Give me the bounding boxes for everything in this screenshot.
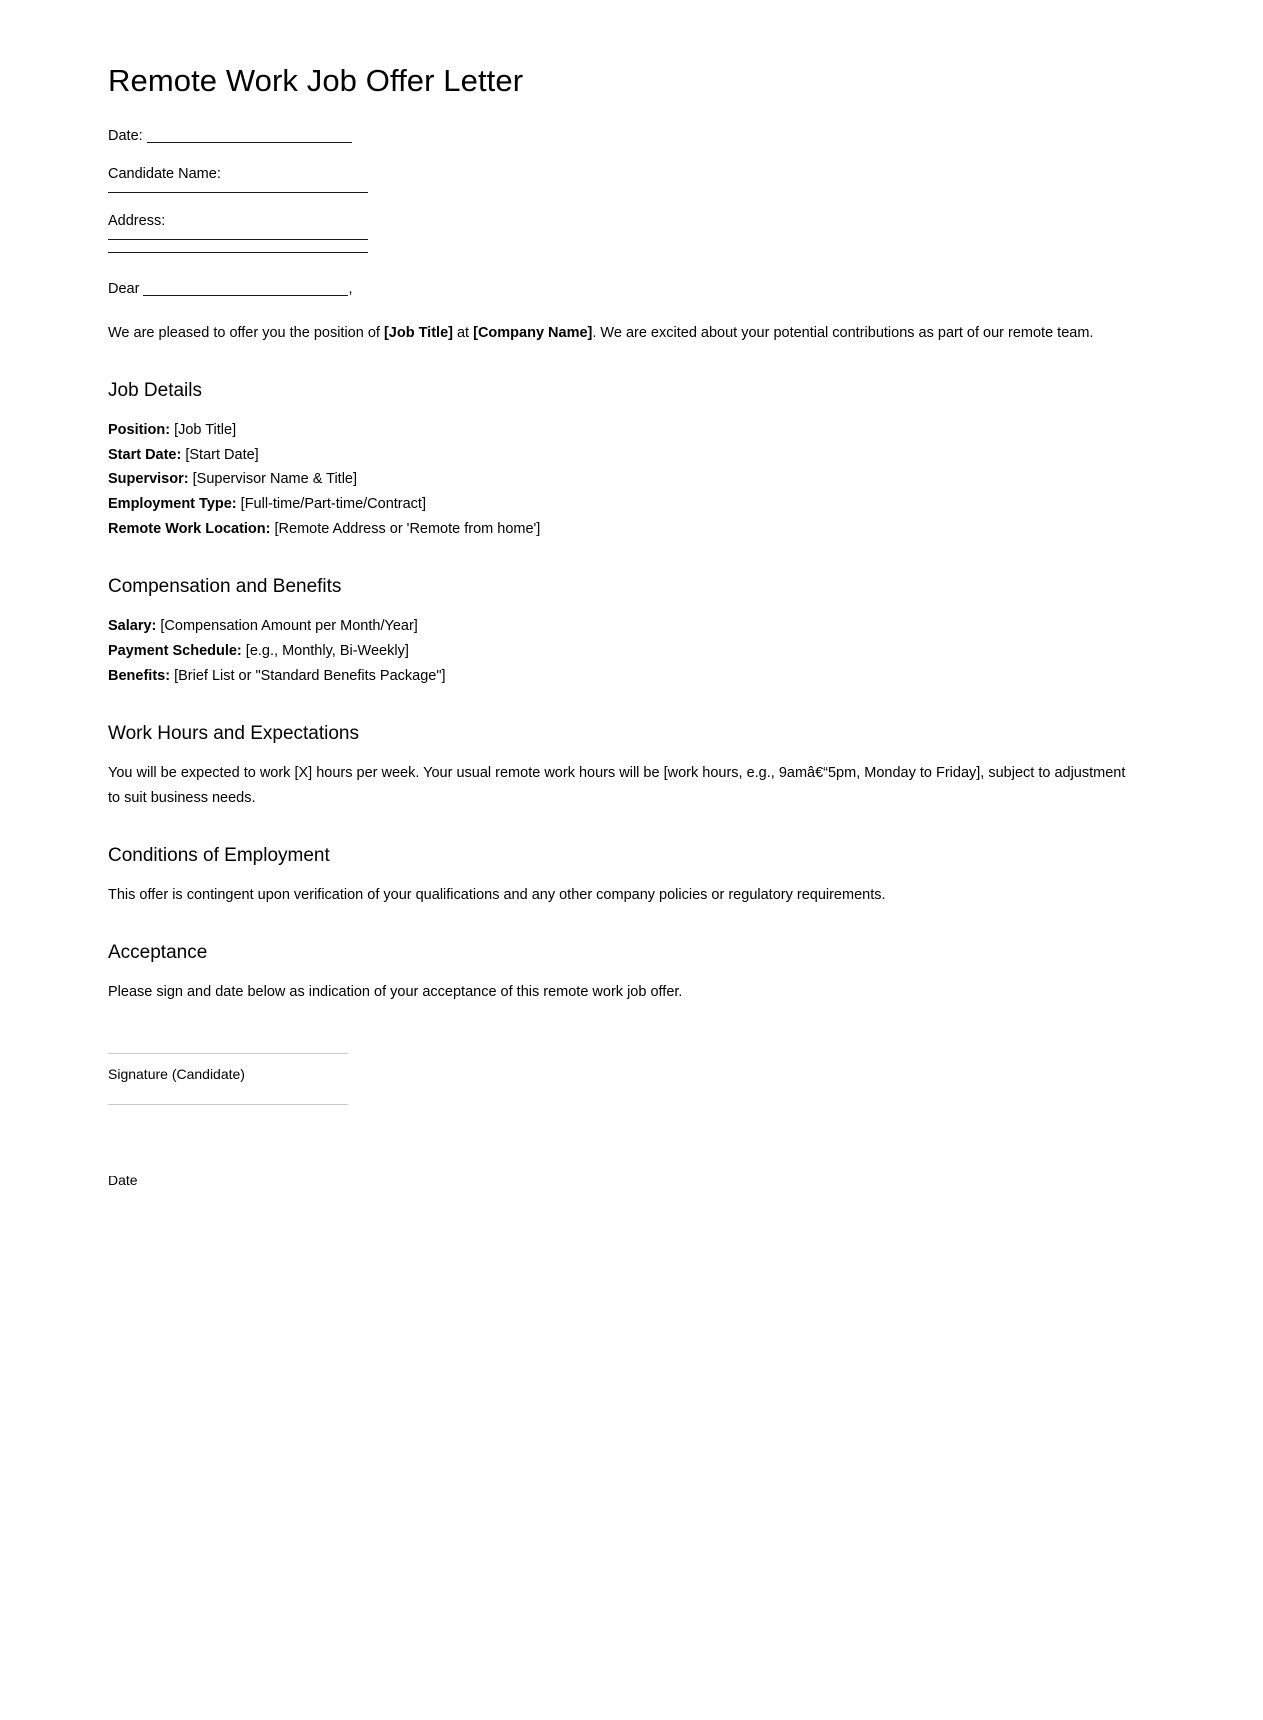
item-key: Start Date: bbox=[108, 446, 182, 463]
item-value: [Job Title] bbox=[174, 421, 237, 438]
signature-blank-line[interactable] bbox=[108, 1053, 348, 1054]
acceptance-text: Please sign and date below as indication of your acceptance of this remote work job offer. bbox=[108, 983, 683, 1000]
intro-company-name: [Company Name] bbox=[473, 324, 593, 341]
date-blank-line[interactable] bbox=[147, 142, 352, 143]
list-item bbox=[108, 639, 1128, 664]
truncated-date-label-area bbox=[108, 1176, 1128, 1192]
item-key: Supervisor: bbox=[108, 471, 189, 488]
document-body bbox=[108, 62, 1128, 1117]
item-value: [Start Date] bbox=[185, 446, 259, 463]
item-value: [Full-time/Part-time/Contract] bbox=[240, 496, 426, 513]
candidate-name-label: Candidate Name: bbox=[108, 165, 221, 182]
list-item bbox=[108, 517, 1128, 542]
item-key: Payment Schedule: bbox=[108, 643, 242, 660]
signature-label: Signature (Candidate) bbox=[108, 1065, 245, 1082]
signature-date-label: Date bbox=[108, 1176, 138, 1188]
date-signature-blank-line[interactable] bbox=[108, 1104, 348, 1105]
conditions-text: This offer is contingent upon verification of your qualifications and any other company policies or regulatory requirements. bbox=[108, 886, 886, 903]
candidate-name-blank-line[interactable] bbox=[108, 192, 368, 193]
signature-block bbox=[108, 1053, 1128, 1105]
item-value: [Remote Address or 'Remote from home'] bbox=[274, 521, 541, 538]
page-title: Remote Work Job Offer Letter bbox=[108, 63, 524, 98]
list-item bbox=[108, 492, 1128, 517]
item-key: Benefits: bbox=[108, 668, 171, 685]
item-key: Remote Work Location: bbox=[108, 521, 271, 538]
list-item bbox=[108, 614, 1128, 639]
job-details-list bbox=[108, 418, 1128, 543]
section-heading-acceptance: Acceptance bbox=[108, 941, 208, 963]
work-hours-text: You will be expected to work [X] hours per week. Your usual remote work hours will be [work hours, e.g., 9amâ€“5pm, Monday to Friday], subject to adjustment to suit business needs. bbox=[108, 765, 1126, 807]
item-key: Salary: bbox=[108, 618, 157, 635]
intro-part3: . We are excited about your potential contributions as part of our remote team. bbox=[592, 324, 1094, 341]
salutation-blank-line[interactable] bbox=[143, 295, 348, 296]
intro-paragraph bbox=[108, 321, 1128, 346]
list-item bbox=[108, 443, 1128, 468]
section-heading-job-details: Job Details bbox=[108, 379, 202, 401]
item-value: [Supervisor Name & Title] bbox=[192, 471, 358, 488]
intro-part2: at bbox=[452, 324, 474, 341]
item-key: Employment Type: bbox=[108, 496, 237, 513]
date-field-row bbox=[108, 125, 1128, 147]
section-heading-work-hours: Work Hours and Expectations bbox=[108, 723, 359, 745]
list-item bbox=[108, 418, 1128, 443]
date-label: Date: bbox=[108, 128, 143, 145]
section-heading-compensation: Compensation and Benefits bbox=[108, 576, 342, 598]
address-blank-line-1[interactable] bbox=[108, 239, 368, 240]
item-key: Position: bbox=[108, 421, 171, 438]
intro-job-title: [Job Title] bbox=[383, 324, 453, 341]
item-value: [Compensation Amount per Month/Year] bbox=[160, 618, 418, 635]
item-value: [e.g., Monthly, Bi-Weekly] bbox=[245, 643, 409, 660]
salutation-prefix: Dear bbox=[108, 280, 140, 297]
section-heading-conditions: Conditions of Employment bbox=[108, 844, 330, 866]
list-item bbox=[108, 664, 1128, 689]
item-value: [Brief List or "Standard Benefits Package"] bbox=[174, 668, 446, 685]
list-item bbox=[108, 467, 1128, 492]
salutation-suffix: , bbox=[348, 280, 353, 297]
compensation-list bbox=[108, 614, 1128, 689]
salutation-row bbox=[108, 281, 1128, 297]
intro-part1: We are pleased to offer you the position of bbox=[108, 324, 384, 341]
address-blank-line-2[interactable] bbox=[108, 252, 368, 253]
address-label: Address: bbox=[108, 212, 166, 229]
